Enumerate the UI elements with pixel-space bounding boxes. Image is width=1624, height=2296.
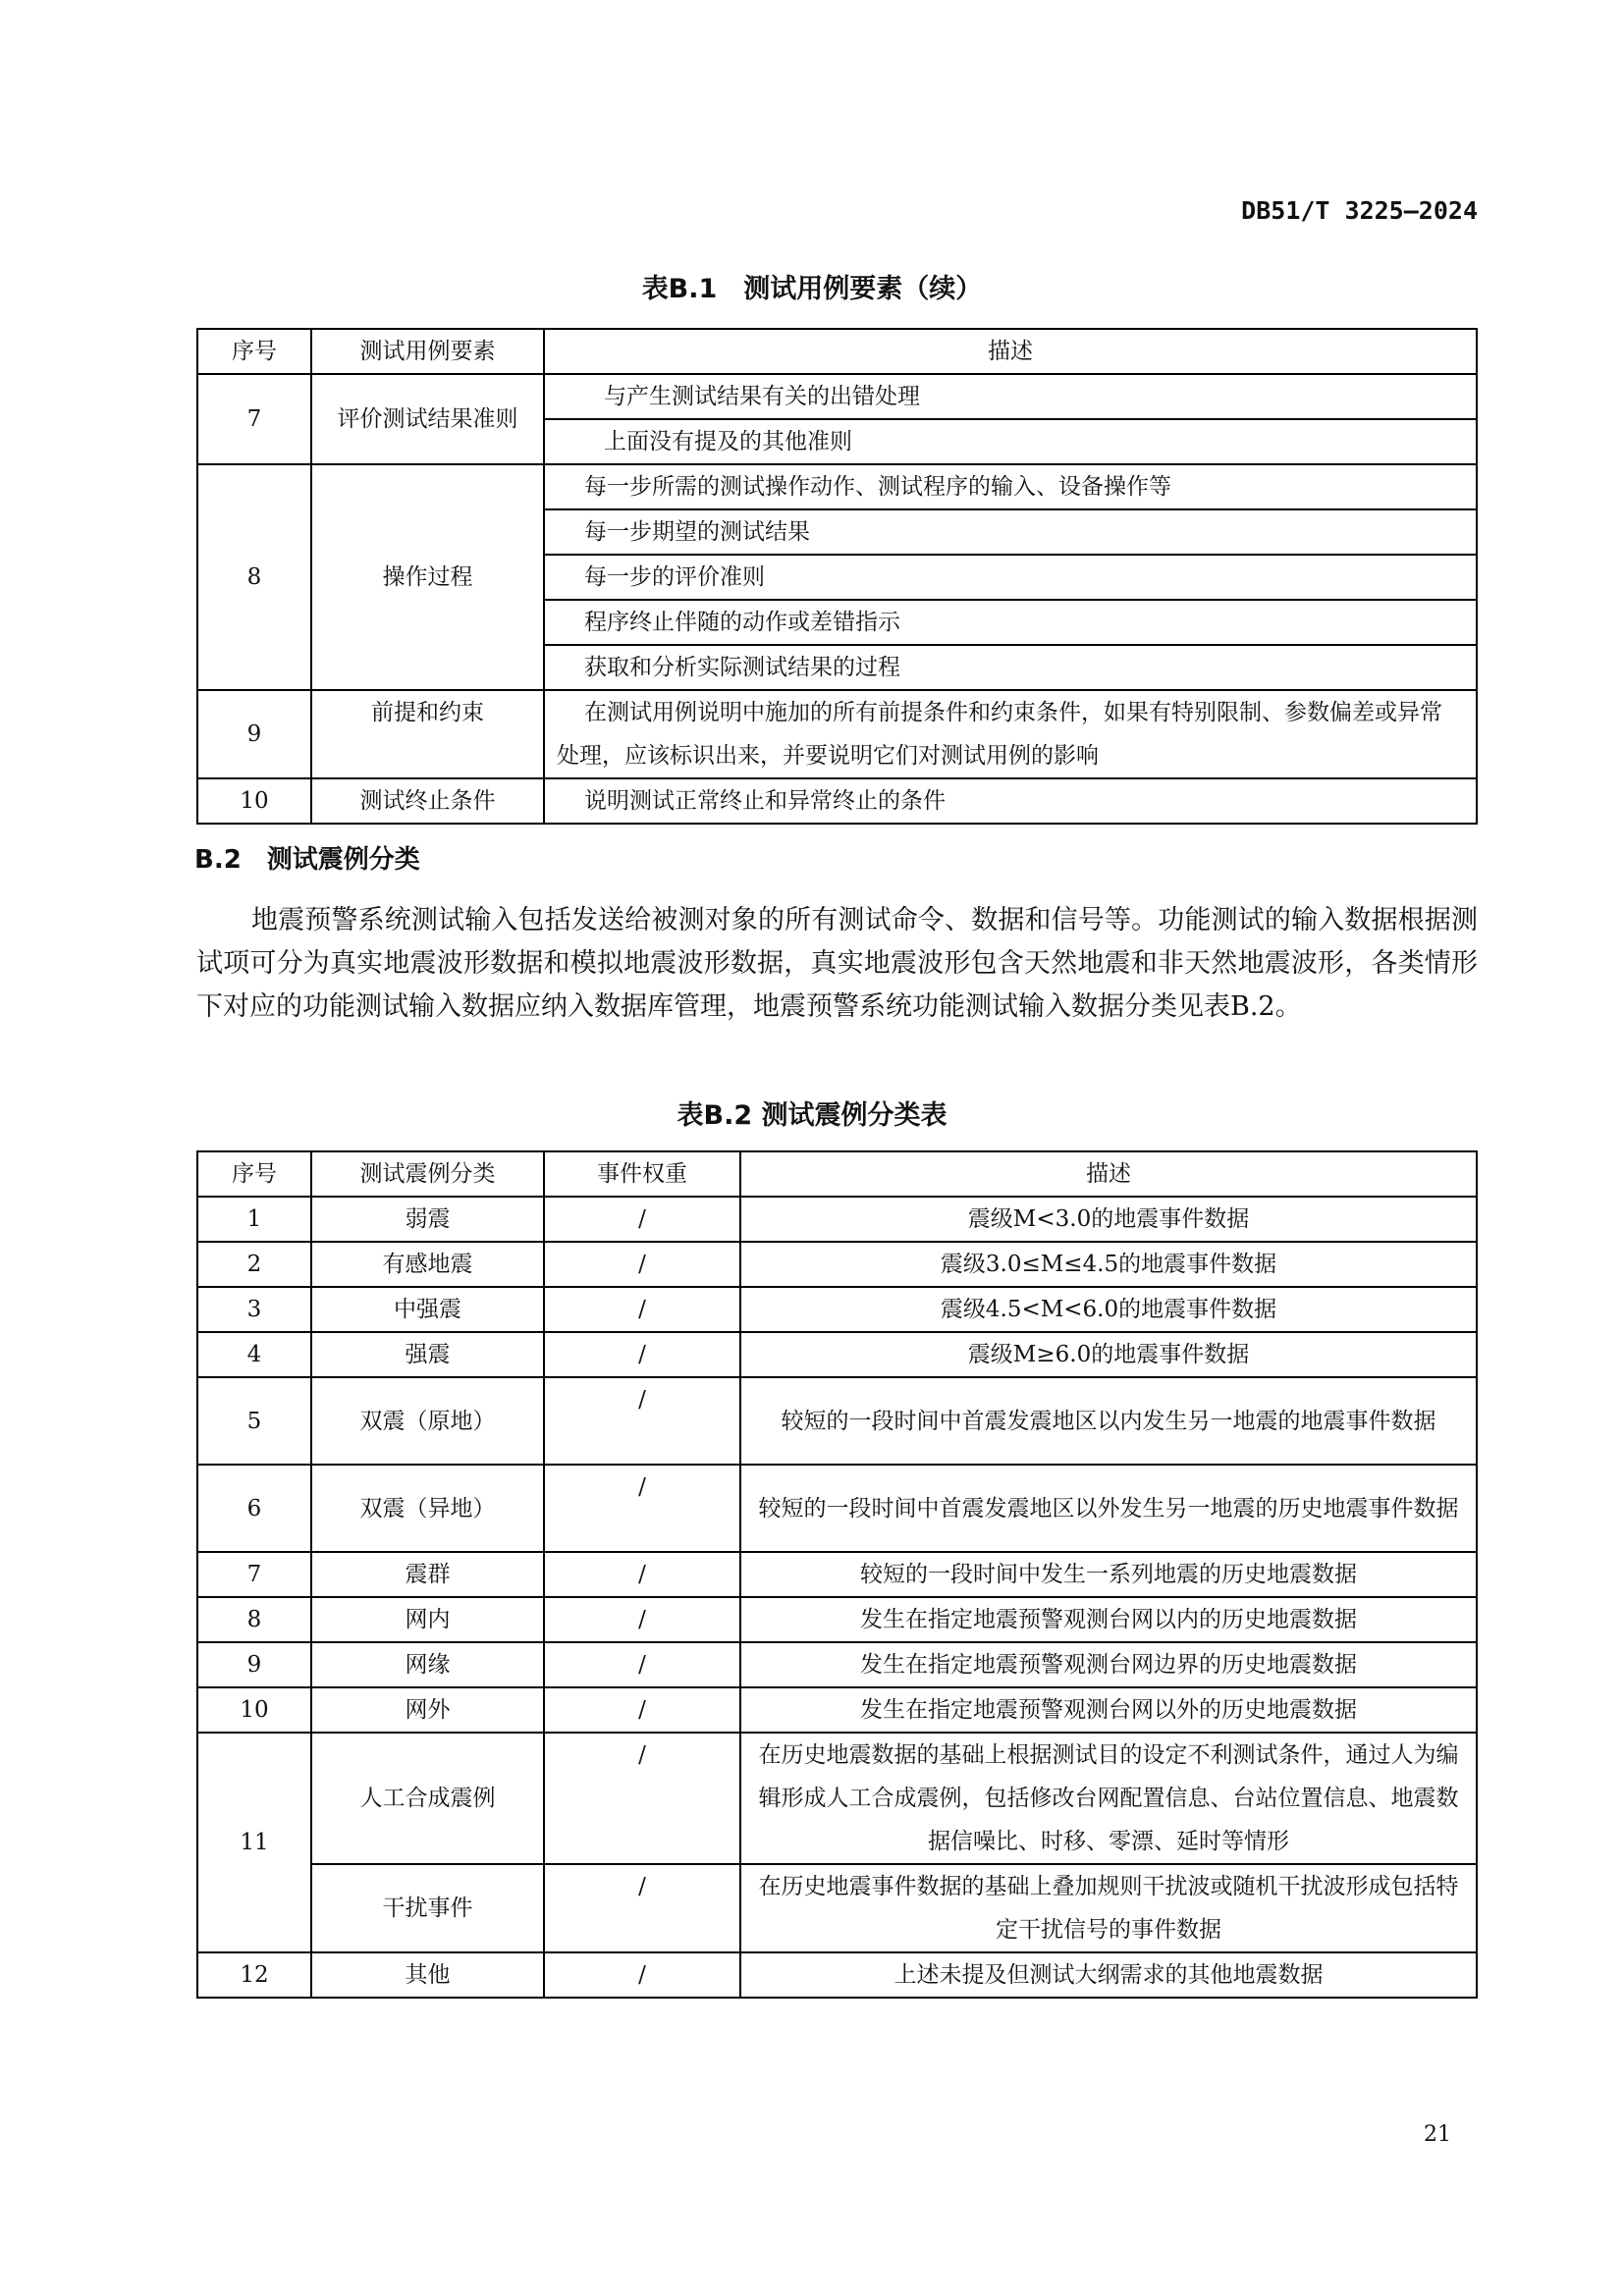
header-cell: 事件权重 xyxy=(544,1151,740,1197)
header-cell: 测试震例分类 xyxy=(311,1151,544,1197)
table-row xyxy=(197,1242,1477,1287)
row-weight: / xyxy=(544,1642,740,1687)
row-number: 7 xyxy=(197,1552,311,1597)
table-row xyxy=(197,1332,1477,1377)
row-category: 双震（原地） xyxy=(311,1377,544,1465)
header-cell: 序号 xyxy=(197,1151,311,1197)
row-category: 双震（异地） xyxy=(311,1465,544,1552)
table-row xyxy=(197,690,1477,778)
row-number: 4 xyxy=(197,1332,311,1377)
table-row xyxy=(197,1687,1477,1733)
row-category: 网缘 xyxy=(311,1642,544,1687)
row-number: 11 xyxy=(197,1733,311,1952)
table-row xyxy=(197,1733,1477,1864)
row-category: 强震 xyxy=(311,1332,544,1377)
row-description: 较短的一段时间中首震发震地区以内发生另一地震的地震事件数据 xyxy=(740,1377,1477,1465)
row-element: 评价测试结果准则 xyxy=(311,374,544,464)
row-item: 每一步所需的测试操作动作、测试程序的输入、设备操作等 xyxy=(544,464,1477,509)
row-category: 网内 xyxy=(311,1597,544,1642)
row-category: 中强震 xyxy=(311,1287,544,1332)
row-description: 较短的一段时间中发生一系列地震的历史地震数据 xyxy=(740,1552,1477,1597)
row-weight: / xyxy=(544,1952,740,1998)
header-cell: 描述 xyxy=(740,1151,1477,1197)
table-b1-caption: 表B.1 测试用例要素（续） xyxy=(641,274,983,304)
row-weight: / xyxy=(544,1332,740,1377)
row-item: 获取和分析实际测试结果的过程 xyxy=(544,645,1477,690)
table-row xyxy=(197,1597,1477,1642)
row-weight: / xyxy=(544,1552,740,1597)
row-description: 发生在指定地震预警观测台网边界的历史地震数据 xyxy=(740,1642,1477,1687)
row-weight: / xyxy=(544,1197,740,1242)
header-cell: 序号 xyxy=(197,329,311,374)
row-category: 有感地震 xyxy=(311,1242,544,1287)
row-element: 测试终止条件 xyxy=(311,778,544,824)
row-weight: / xyxy=(544,1242,740,1287)
row-category: 弱震 xyxy=(311,1197,544,1242)
row-number: 6 xyxy=(197,1465,311,1552)
row-weight: / xyxy=(544,1465,740,1552)
table-row xyxy=(197,1465,1477,1552)
table-row xyxy=(197,464,1477,509)
row-number: 9 xyxy=(197,1642,311,1687)
row-number: 1 xyxy=(197,1197,311,1242)
section-paragraph: 地震预警系统测试输入包括发送给被测对象的所有测试命令、数据和信号等。功能测试的输入数据根据测试项可分为真实地震波形数据和模拟地震波形数据，真实地震波形包含天然地震和非天然地震波形，各类情形下对应的功能测试输入数据应纳入数据库管理，地震预警系统功能测试输入数据分类见表B.2。 xyxy=(196,905,1478,1022)
row-item: 程序终止伴随的动作或差错指示 xyxy=(544,600,1477,645)
row-number: 10 xyxy=(197,778,311,824)
row-number: 2 xyxy=(197,1242,311,1287)
document-id: DB51/T 3225—2024 xyxy=(1241,196,1478,225)
row-element: 操作过程 xyxy=(311,464,544,690)
row-element: 前提和约束 xyxy=(311,690,544,778)
table-b1 xyxy=(196,328,1478,825)
table-b2 xyxy=(196,1150,1478,1999)
row-number: 10 xyxy=(197,1687,311,1733)
row-description: 上述未提及但测试大纲需求的其他地震数据 xyxy=(740,1952,1477,1998)
row-description: 在历史地震数据的基础上根据测试目的设定不利测试条件，通过人为编辑形成人工合成震例，包括修改台网配置信息、台站位置信息、地震数据信噪比、时移、零漂、延时等情形 xyxy=(740,1733,1477,1864)
row-item: 上面没有提及的其他准则 xyxy=(544,419,1477,464)
row-description: 发生在指定地震预警观测台网以外的历史地震数据 xyxy=(740,1687,1477,1733)
row-category: 其他 xyxy=(311,1952,544,1998)
row-description: 较短的一段时间中首震发震地区以外发生另一地震的历史地震事件数据 xyxy=(740,1465,1477,1552)
row-description: 震级M<3.0的地震事件数据 xyxy=(740,1197,1477,1242)
row-number: 8 xyxy=(197,464,311,690)
table-row xyxy=(197,1864,1477,1952)
row-description: 震级3.0≤M≤4.5的地震事件数据 xyxy=(740,1242,1477,1287)
row-number: 5 xyxy=(197,1377,311,1465)
row-category: 人工合成震例 xyxy=(311,1733,544,1864)
row-category: 震群 xyxy=(311,1552,544,1597)
row-number: 7 xyxy=(197,374,311,464)
row-item: 每一步的评价准则 xyxy=(544,555,1477,600)
table-row xyxy=(197,1552,1477,1597)
row-number: 8 xyxy=(197,1597,311,1642)
row-item: 说明测试正常终止和异常终止的条件 xyxy=(544,778,1477,824)
header-cell: 描述 xyxy=(544,329,1477,374)
table-row xyxy=(197,1197,1477,1242)
row-category: 干扰事件 xyxy=(311,1864,544,1952)
row-weight: / xyxy=(544,1597,740,1642)
table-b2-caption: 表B.2 测试震例分类表 xyxy=(677,1100,947,1131)
table-row xyxy=(197,1287,1477,1332)
row-number: 9 xyxy=(197,690,311,778)
row-description: 在历史地震事件数据的基础上叠加规则干扰波或随机干扰波形成包括特定干扰信号的事件数据 xyxy=(740,1864,1477,1952)
row-weight: / xyxy=(544,1287,740,1332)
row-item: 在测试用例说明中施加的所有前提条件和约束条件，如果有特别限制、参数偏差或异常处理，应该标识出来，并要说明它们对测试用例的影响 xyxy=(544,690,1477,778)
page-number: 21 xyxy=(1424,2122,1451,2147)
row-category: 网外 xyxy=(311,1687,544,1733)
row-description: 发生在指定地震预警观测台网以内的历史地震数据 xyxy=(740,1597,1477,1642)
row-weight: / xyxy=(544,1733,740,1864)
row-item: 每一步期望的测试结果 xyxy=(544,509,1477,555)
table-row xyxy=(197,778,1477,824)
table-row xyxy=(197,1952,1477,1998)
table-row xyxy=(197,374,1477,419)
row-description: 震级4.5<M<6.0的地震事件数据 xyxy=(740,1287,1477,1332)
row-item: 与产生测试结果有关的出错处理 xyxy=(544,374,1477,419)
row-weight: / xyxy=(544,1864,740,1952)
header-cell: 测试用例要素 xyxy=(311,329,544,374)
table-header-row xyxy=(197,329,1477,374)
table-row xyxy=(197,1377,1477,1465)
row-weight: / xyxy=(544,1377,740,1465)
section-heading: B.2 测试震例分类 xyxy=(194,845,420,875)
row-description: 震级M≥6.0的地震事件数据 xyxy=(740,1332,1477,1377)
row-number: 12 xyxy=(197,1952,311,1998)
table-row xyxy=(197,1642,1477,1687)
row-weight: / xyxy=(544,1687,740,1733)
table-header-row xyxy=(197,1151,1477,1197)
row-number: 3 xyxy=(197,1287,311,1332)
